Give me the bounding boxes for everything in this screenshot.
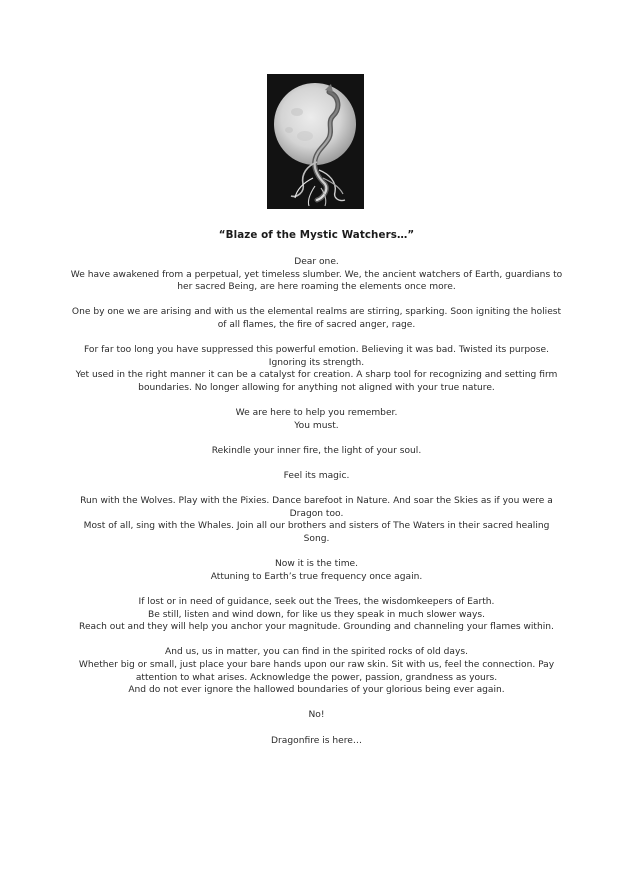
text-line: Most of all, sing with the Whales. Join all our brothers and sisters of The Waters in their sacred healing Song. bbox=[83, 521, 550, 545]
text-line: Attuning to Earth’s true frequency once again. bbox=[210, 571, 423, 582]
paragraph-rekindle bbox=[70, 445, 563, 458]
text-line: One by one we are arising and with us the elemental realms are stirring, sparking. Soon igniting the holiest of all flames, the fire of sacred anger, rage. bbox=[71, 307, 562, 330]
paragraph-trees bbox=[70, 596, 563, 634]
text-line: Reach out and they will help you anchor your magnitude. Grounding and channeling your flames within. bbox=[79, 622, 554, 633]
text-line: Whether big or small, just place your bare hands upon our raw skin. Sit with us, feel the connection. Pay attention to what arises. Acknowledge the power, passion, grandness as yours. bbox=[78, 660, 555, 683]
moon-dragon-icon bbox=[267, 74, 364, 209]
text-line: Yet used in the right manner it can be a catalyst for creation. A sharp tool for recognizing and setting firm boundaries. No longer allowing for anything not aligned with your true nature. bbox=[75, 370, 558, 393]
text-line: And do not ever ignore the hallowed boundaries of your glorious being ever again. bbox=[128, 685, 505, 696]
text-line: We are here to help you remember. bbox=[235, 408, 398, 419]
text-line: Be still, listen and wind down, for like us they speak in much slower ways. bbox=[148, 609, 485, 620]
text-line: Rekindle your inner fire, the light of your soul. bbox=[211, 445, 422, 456]
paragraph-closing bbox=[70, 735, 563, 748]
text-line: Now it is the time. bbox=[274, 559, 359, 570]
text-line: If lost or in need of guidance, seek out the Trees, the wisdomkeepers of Earth. bbox=[138, 597, 495, 608]
text-line: No! bbox=[308, 710, 325, 721]
paragraph-arising bbox=[70, 306, 563, 331]
paragraph-no bbox=[70, 709, 563, 722]
text-line: And us, us in matter, you can find in the spirited rocks of old days. bbox=[164, 647, 469, 658]
paragraph-emotion bbox=[70, 344, 563, 394]
text-line: We have awakened from a perpetual, yet timeless slumber. We, the ancient watchers of Earth, guardians to her sacred Being, are here roaming the elements once more. bbox=[70, 269, 563, 293]
paragraph-run bbox=[70, 495, 563, 545]
text-line: For far too long you have suppressed this powerful emotion. Believing it was bad. Twisted its purpose. Ignoring its strength. bbox=[84, 345, 549, 368]
text-line: Dear one. bbox=[294, 257, 339, 267]
paragraph-rocks bbox=[70, 646, 563, 696]
text-line: Dragonfire is here… bbox=[271, 735, 362, 746]
text-line: Run with the Wolves. Play with the Pixies. Dance barefoot in Nature. And soar the Skies as if you were a Dragon too. bbox=[80, 496, 553, 519]
paragraph-magic bbox=[70, 470, 563, 483]
paragraph-greeting bbox=[70, 256, 563, 294]
paragraph-time bbox=[70, 558, 563, 583]
paragraph-remember bbox=[70, 407, 563, 432]
moon-dragon-illustration bbox=[267, 74, 364, 209]
poem-body bbox=[70, 256, 563, 747]
text-line: You must. bbox=[294, 420, 339, 431]
document-title: “Blaze of the Mystic Watchers…” bbox=[218, 229, 415, 241]
text-line: Feel its magic. bbox=[283, 471, 350, 482]
